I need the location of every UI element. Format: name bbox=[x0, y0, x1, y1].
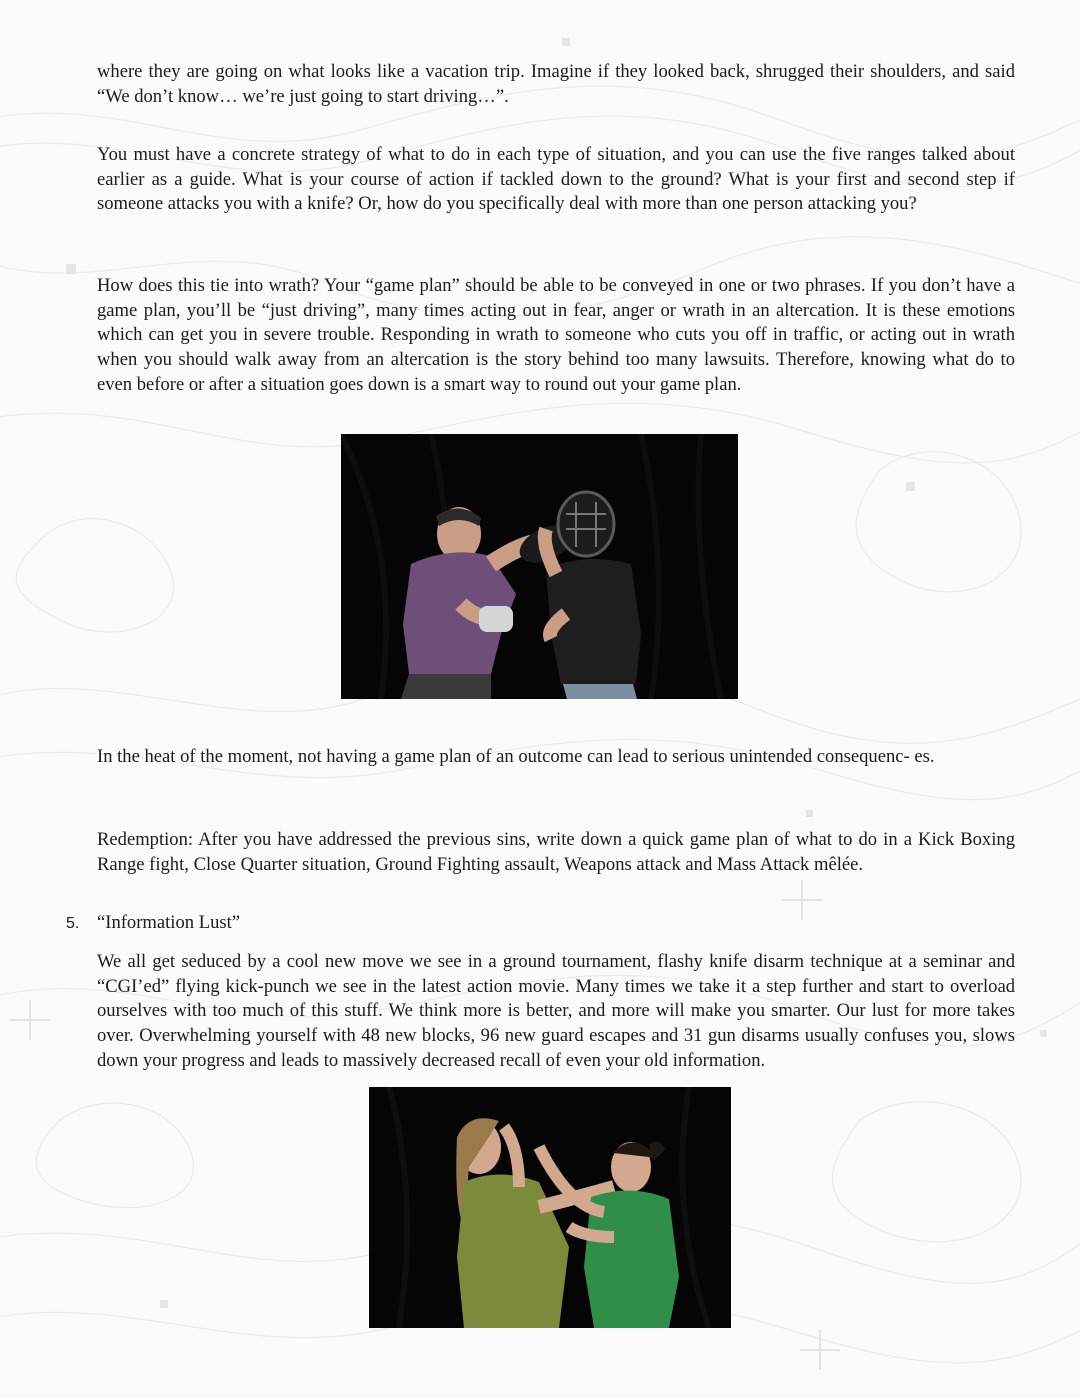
list-item-number: 5. bbox=[66, 915, 80, 932]
paragraph-concrete-strategy: You must have a concrete strategy of what to do in each type of situation, and you can use the five ranges talked about earlier as a guide. What is your course of action if tackled down to the ground? What is your first and second step if someone attacks you with a knife? Or, how do you specifically deal with more than one person attacking you? bbox=[97, 144, 1015, 215]
paragraph-redemption: Redemption: After you have addressed the previous sins, write down a quick game plan of what to do in a Kick Boxing Range fight, Close Quarter situation, Ground Fighting assault, Weapons attack and Mass Attack mêlée. bbox=[97, 829, 1015, 875]
photo-sparring-mitts bbox=[341, 434, 738, 699]
paragraph-wrath: How does this tie into wrath? Your “game plan” should be able to be conveyed in one or two phrases. If you don’t have a game plan, you’ll be “just driving”, many times acting out in fear, anger or wrath in an altercation. It is these emotions which can get you in severe trouble. Responding in wrath to someone who cuts you off in traffic, or acting out in wrath when you should walk away from an altercation is the story behind too many lawsuits. Therefore, knowing what do to even before or after a situation goes down is a smart way to round out your game plan. bbox=[97, 275, 1015, 395]
photo-choke-defense bbox=[369, 1087, 731, 1328]
list-item-title: “Information Lust” bbox=[97, 912, 241, 933]
paragraph-information-lust: We all get seduced by a cool new move we see in a ground tournament, flashy knife disarm technique at a seminar and “CGI’ed” flying kick-punch we see in the latest action movie. Many times we take it a step further and start to overload ourselves with too much of this stuff. We think more is better, and more will make you smarter. Our lust for more takes over. Overwhelming yourself with 48 new blocks, 96 new guard escapes and 31 gun disarms usually confuses you, slows down your progress and leads to massively decreased recall of even your old information. bbox=[97, 951, 1015, 1071]
paragraph-driving-analogy: where they are going on what looks like a vacation trip. Imagine if they looked back, shrugged their shoulders, and said “We don’t know… we’re just going to start driving…”. bbox=[97, 61, 1015, 107]
paragraph-heat-of-moment: In the heat of the moment, not having a game plan of an outcome can lead to serious unintended consequenc- es. bbox=[97, 746, 935, 767]
